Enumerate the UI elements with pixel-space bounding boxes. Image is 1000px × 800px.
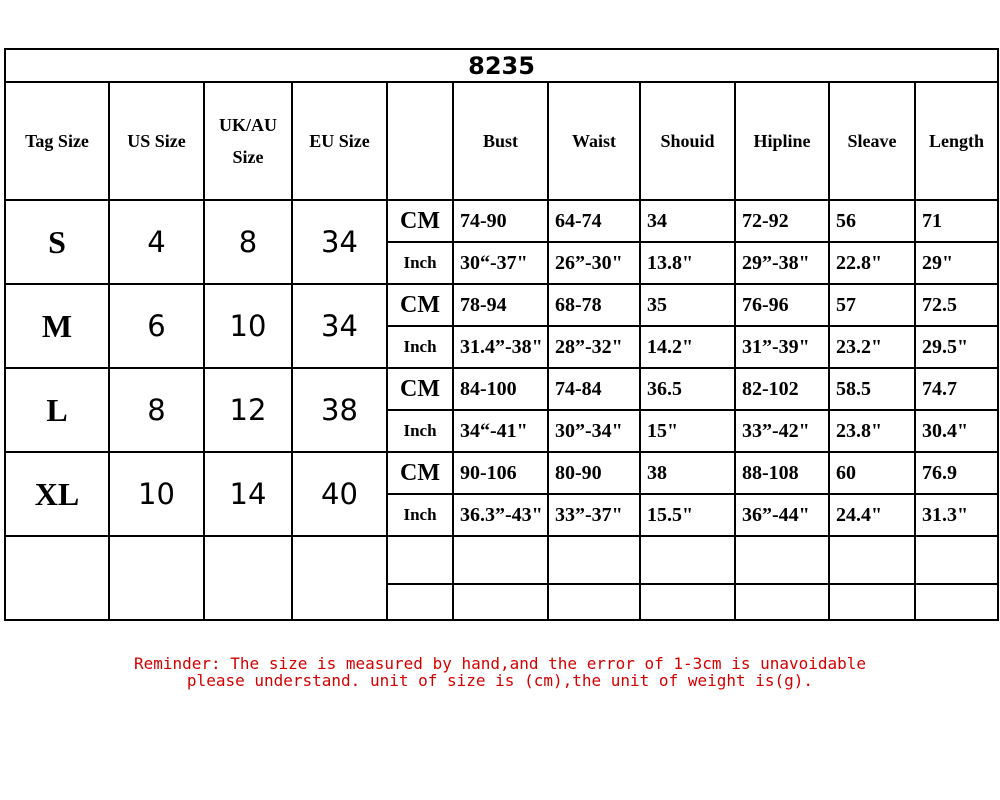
header-row bbox=[5, 82, 998, 200]
header-tag-size: Tag Size bbox=[5, 82, 109, 200]
hipline-cm-cell: 72-92 bbox=[735, 200, 829, 242]
sleeve-cm-cell: 57 bbox=[829, 284, 915, 326]
uk-size-cell: 12 bbox=[204, 368, 292, 452]
unit-inch-label: Inch bbox=[387, 242, 453, 284]
table-row bbox=[5, 284, 998, 326]
header-eu-size: EU Size bbox=[292, 82, 387, 200]
hipline-cm-cell: 88-108 bbox=[735, 452, 829, 494]
shoulder-cm-cell: 34 bbox=[640, 200, 735, 242]
length-inch-cell: 29.5" bbox=[915, 326, 998, 368]
empty-cell bbox=[292, 536, 387, 620]
chart-title: 8235 bbox=[5, 49, 998, 82]
uk-size-cell: 14 bbox=[204, 452, 292, 536]
us-size-cell: 4 bbox=[109, 200, 204, 284]
bust-cm-cell: 78-94 bbox=[453, 284, 548, 326]
size-chart bbox=[4, 48, 997, 621]
empty-cell bbox=[548, 584, 640, 620]
tag-size-cell: L bbox=[5, 368, 109, 452]
hipline-inch-cell: 29”-38" bbox=[735, 242, 829, 284]
length-cm-cell: 71 bbox=[915, 200, 998, 242]
shoulder-inch-cell: 15" bbox=[640, 410, 735, 452]
bust-cm-cell: 90-106 bbox=[453, 452, 548, 494]
uk-size-cell: 10 bbox=[204, 284, 292, 368]
bust-inch-cell: 36.3”-43" bbox=[453, 494, 548, 536]
reminder-line-1: Reminder: The size is measured by hand,and the error of 1-3cm is unavoidable bbox=[133, 654, 867, 673]
length-inch-cell: 30.4" bbox=[915, 410, 998, 452]
size-table bbox=[4, 48, 999, 621]
length-cm-cell: 72.5 bbox=[915, 284, 998, 326]
unit-cm-label: CM bbox=[387, 200, 453, 242]
unit-inch-label: Inch bbox=[387, 326, 453, 368]
sleeve-inch-cell: 23.8" bbox=[829, 410, 915, 452]
hipline-inch-cell: 33”-42" bbox=[735, 410, 829, 452]
us-size-cell: 6 bbox=[109, 284, 204, 368]
length-inch-cell: 29" bbox=[915, 242, 998, 284]
hipline-inch-cell: 31”-39" bbox=[735, 326, 829, 368]
header-unit bbox=[387, 82, 453, 200]
us-size-cell: 8 bbox=[109, 368, 204, 452]
empty-cell bbox=[915, 536, 998, 584]
waist-inch-cell: 30”-34" bbox=[548, 410, 640, 452]
empty-cell bbox=[453, 584, 548, 620]
unit-inch-label: Inch bbox=[387, 494, 453, 536]
unit-cm-label: CM bbox=[387, 452, 453, 494]
empty-cell bbox=[453, 536, 548, 584]
header-us-size: US Size bbox=[109, 82, 204, 200]
eu-size-cell: 34 bbox=[292, 284, 387, 368]
empty-cell bbox=[548, 536, 640, 584]
table-row bbox=[5, 368, 998, 410]
header-shoulder: Shouid bbox=[640, 82, 735, 200]
hipline-cm-cell: 82-102 bbox=[735, 368, 829, 410]
length-cm-cell: 76.9 bbox=[915, 452, 998, 494]
header-waist: Waist bbox=[548, 82, 640, 200]
empty-cell bbox=[5, 536, 109, 620]
sleeve-cm-cell: 56 bbox=[829, 200, 915, 242]
empty-cell bbox=[735, 536, 829, 584]
eu-size-cell: 38 bbox=[292, 368, 387, 452]
sleeve-inch-cell: 22.8" bbox=[829, 242, 915, 284]
header-length: Length bbox=[915, 82, 998, 200]
waist-inch-cell: 33”-37" bbox=[548, 494, 640, 536]
shoulder-inch-cell: 15.5" bbox=[640, 494, 735, 536]
empty-cell bbox=[735, 584, 829, 620]
waist-cm-cell: 80-90 bbox=[548, 452, 640, 494]
empty-cell bbox=[915, 584, 998, 620]
empty-cell bbox=[829, 584, 915, 620]
header-bust: Bust bbox=[453, 82, 548, 200]
waist-inch-cell: 26”-30" bbox=[548, 242, 640, 284]
header-hipline: Hipline bbox=[735, 82, 829, 200]
shoulder-cm-cell: 36.5 bbox=[640, 368, 735, 410]
empty-cell bbox=[640, 584, 735, 620]
header-sleeve: Sleave bbox=[829, 82, 915, 200]
length-inch-cell: 31.3" bbox=[915, 494, 998, 536]
empty-cell bbox=[640, 536, 735, 584]
eu-size-cell: 34 bbox=[292, 200, 387, 284]
waist-cm-cell: 64-74 bbox=[548, 200, 640, 242]
empty-cell bbox=[387, 584, 453, 620]
bust-inch-cell: 30“-37" bbox=[453, 242, 548, 284]
unit-cm-label: CM bbox=[387, 368, 453, 410]
bust-cm-cell: 74-90 bbox=[453, 200, 548, 242]
shoulder-inch-cell: 14.2" bbox=[640, 326, 735, 368]
table-row bbox=[5, 452, 998, 494]
empty-row bbox=[5, 536, 998, 584]
shoulder-inch-cell: 13.8" bbox=[640, 242, 735, 284]
empty-cell bbox=[829, 536, 915, 584]
tag-size-cell: XL bbox=[5, 452, 109, 536]
bust-inch-cell: 31.4”-38" bbox=[453, 326, 548, 368]
empty-cell bbox=[204, 536, 292, 620]
length-cm-cell: 74.7 bbox=[915, 368, 998, 410]
table-row bbox=[5, 200, 998, 242]
reminder-line-2: please understand. unit of size is (cm),the unit of weight is(g). bbox=[186, 671, 814, 690]
title-row bbox=[5, 49, 998, 82]
waist-cm-cell: 68-78 bbox=[548, 284, 640, 326]
sleeve-inch-cell: 24.4" bbox=[829, 494, 915, 536]
waist-inch-cell: 28”-32" bbox=[548, 326, 640, 368]
header-uk-au-size: UK/AU Size bbox=[204, 82, 292, 200]
eu-size-cell: 40 bbox=[292, 452, 387, 536]
unit-cm-label: CM bbox=[387, 284, 453, 326]
waist-cm-cell: 74-84 bbox=[548, 368, 640, 410]
empty-cell bbox=[387, 536, 453, 584]
sleeve-cm-cell: 58.5 bbox=[829, 368, 915, 410]
bust-cm-cell: 84-100 bbox=[453, 368, 548, 410]
tag-size-cell: S bbox=[5, 200, 109, 284]
shoulder-cm-cell: 38 bbox=[640, 452, 735, 494]
sleeve-cm-cell: 60 bbox=[829, 452, 915, 494]
bust-inch-cell: 34“-41" bbox=[453, 410, 548, 452]
unit-inch-label: Inch bbox=[387, 410, 453, 452]
us-size-cell: 10 bbox=[109, 452, 204, 536]
sleeve-inch-cell: 23.2" bbox=[829, 326, 915, 368]
empty-cell bbox=[109, 536, 204, 620]
tag-size-cell: M bbox=[5, 284, 109, 368]
hipline-cm-cell: 76-96 bbox=[735, 284, 829, 326]
shoulder-cm-cell: 35 bbox=[640, 284, 735, 326]
uk-size-cell: 8 bbox=[204, 200, 292, 284]
hipline-inch-cell: 36”-44" bbox=[735, 494, 829, 536]
reminder-note bbox=[0, 655, 1000, 689]
